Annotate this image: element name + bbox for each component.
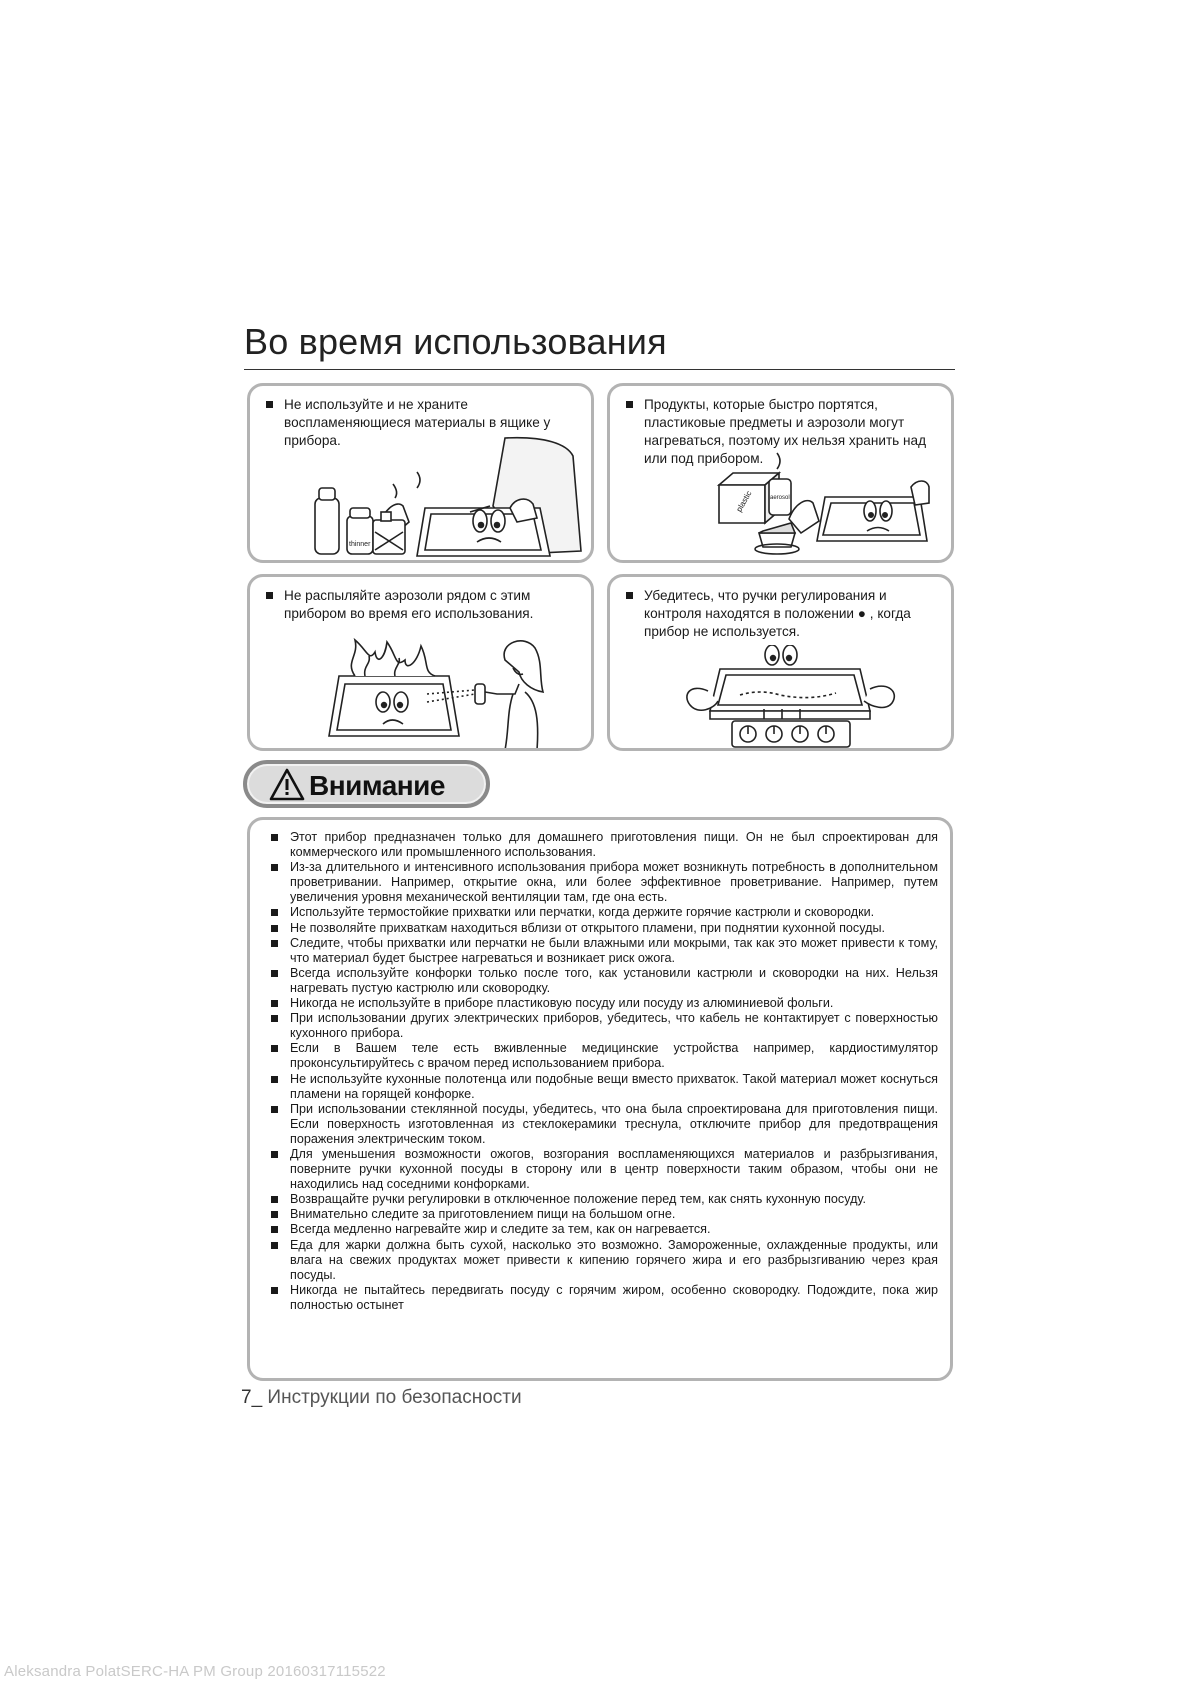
warning-item: Всегда используйте конфорки только после того, как установили кастрюли и сковородки на них. Нельзя нагревать пустую кастрюлю или сковородку. [270,966,938,996]
page-title: Во время использования [244,321,667,362]
page-footer [241,1385,522,1411]
warnings-box [247,817,953,1381]
control-knobs-illustration [680,645,910,749]
bullet-icon [626,401,633,408]
flammable-materials-illustration [305,436,585,561]
card-control-knobs [607,574,954,751]
caution-text: Внимание [309,770,445,801]
plastic-aerosol-illustration [715,441,945,561]
warning-item: Никогда не используйте в приборе пластиковую посуду или посуду из алюминиевой фольги. [270,996,938,1011]
warning-item: Внимательно следите за приготовлением пищи на большом огне. [270,1207,938,1222]
warning-item: Из-за длительного и интенсивного использования прибора может возникнуть потребность в дополнительном проветривании. Например, открытие окна, или более эффективное проветривание. Например, путем увеличения уровня механической вентиляции там, где она есть. [270,860,938,905]
aerosol-spray-illustration [325,632,575,750]
warning-item: Не позволяйте прихваткам находиться вблизи от открытого пламени, при поднятии кухонной посуды. [270,921,938,936]
warning-item: Еда для жарки должна быть сухой, насколько это возможно. Замороженные, охлажденные продукты, или влага на свежих продуктах может привести к кипению горячего жира и его разбрызгиванию через края посуды. [270,1238,938,1283]
section-title: Инструкции по безопасности [267,1387,522,1408]
aerosol-label: aerosol [770,495,790,501]
card-text: Не используйте и не храните воспламеняющиеся материалы в ящике у прибора. [284,397,551,448]
warning-item: Всегда медленно нагревайте жир и следите за тем, как он нагревается. [270,1222,938,1237]
warning-item: Возвращайте ручки регулировки в отключенное положение перед тем, как снять кухонную посуду. [270,1192,938,1207]
caution-label [243,760,490,808]
warning-item: Используйте термостойкие прихватки или перчатки, когда держите горячие кастрюли и сковородки. [270,905,938,920]
card-text: Продукты, которые быстро портятся, пластиковые предметы и аэрозоли могут нагреваться, поэтому их нельзя хранить над или под прибором. [644,397,927,466]
warning-item: Никогда не пытайтесь передвигать посуду с горячим жиром, особенно сковородку. Подождите, пока жир полностью остынет [270,1283,938,1313]
warning-triangle-icon [269,768,305,802]
card-aerosol-spray [247,574,594,751]
bullet-icon [266,592,273,599]
warning-item: Не используйте кухонные полотенца или подобные вещи вместо прихваток. Такой материал может коснуться пламени на горящей конфорке. [270,1072,938,1102]
bullet-icon [266,401,273,408]
thinner-label: thinner [349,541,371,548]
card-text: Убедитесь, что ручки регулирования и контроля находятся в положении ● , когда прибор не используется. [644,588,911,639]
warning-item: Этот прибор предназначен только для домашнего приготовления пищи. Он не был спроектирован для коммерческого или промышленного использования. [270,830,938,860]
bullet-icon [626,592,633,599]
warning-item: Следите, чтобы прихватки или перчатки не были влажными или мокрыми, так как это может привести к тому, что материал будет быстрее нагреваться и возникает риск ожога. [270,936,938,966]
title-rule [244,369,955,370]
warning-item: Если в Вашем теле есть вживленные медицинские устройства например, кардиостимулятор проконсультируйтесь с врачом перед использованием прибора. [270,1041,938,1071]
warning-item: При использовании стеклянной посуды, убедитесь, что она была спроектирована для приготовления пищи. Если поверхность изготовленная из стеклокерамики треснула, отключите прибор для предотвращения поражения электрическим током. [270,1102,938,1147]
plastic-label: plastic [734,489,754,514]
warning-item: При использовании других электрических приборов, убедитесь, что кабель не контактирует с поверхностью кухонного прибора. [270,1011,938,1041]
card-text: Не распыляйте аэрозоли рядом с этим прибором во время его использования. [284,588,534,621]
watermark: Aleksandra PolatSERC-HA PM Group 20160317115522 [4,1663,386,1680]
card-plastic-aerosol [607,383,954,563]
warning-item: Для уменьшения возможности ожогов, возгорания воспламеняющихся материалов и разбрызгивания, поверните ручки кухонной посуды в сторону или в центр поверхности таким образом, чтобы они не находились над соседними конфорками. [270,1147,938,1192]
page-number: 7_ [241,1387,263,1408]
warnings-list [250,820,950,1313]
card-flammable-materials [247,383,594,563]
